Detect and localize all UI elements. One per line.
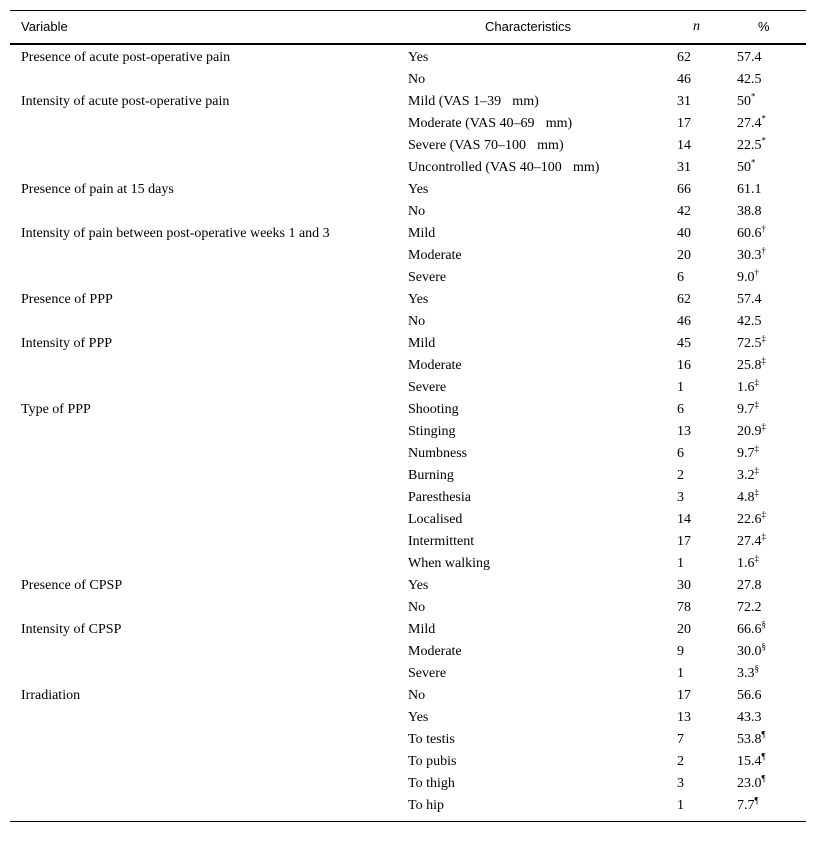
- footnote-marker: §: [754, 663, 759, 674]
- footnote-marker: *: [751, 157, 756, 168]
- cell-percent: [737, 91, 756, 110]
- percent-value: 22.6: [737, 512, 762, 527]
- table-group: [10, 179, 806, 223]
- table-row: [10, 575, 806, 597]
- percent-value: 1.6: [737, 556, 755, 571]
- cell-characteristic: Stinging: [408, 424, 456, 439]
- footnote-marker: ‡: [754, 377, 759, 388]
- cell-n: 78: [677, 600, 691, 615]
- cell-percent: [737, 204, 762, 220]
- cell-n: 40: [677, 226, 691, 241]
- footnote-marker: †: [754, 267, 759, 278]
- cell-characteristic: Moderate (VAS 40–69 mm): [408, 116, 573, 131]
- cell-n: 30: [677, 578, 691, 593]
- percent-value: 72.5: [737, 336, 762, 351]
- cell-percent: [737, 641, 766, 660]
- table-group: [10, 289, 806, 333]
- cell-n: 20: [677, 622, 691, 637]
- table-row: [10, 157, 806, 179]
- table-row: [10, 399, 806, 421]
- cell-n: 3: [677, 776, 684, 791]
- cell-n: 42: [677, 204, 691, 219]
- cell-n: 7: [677, 732, 684, 747]
- percent-value: 27.8: [737, 578, 762, 593]
- cell-characteristic: Shooting: [408, 402, 459, 417]
- cell-percent: [737, 157, 756, 176]
- cell-n: 17: [677, 116, 691, 131]
- cell-n: 14: [677, 138, 691, 153]
- cell-characteristic: Localised: [408, 512, 463, 527]
- table-row: [10, 443, 806, 465]
- cell-percent: [737, 773, 766, 792]
- table-row: [10, 113, 806, 135]
- cell-n: 62: [677, 292, 691, 307]
- table-header: [10, 10, 806, 45]
- table-group: [10, 685, 806, 817]
- table-row: [10, 751, 806, 773]
- footnote-marker: ¶: [761, 751, 766, 762]
- cell-n: 13: [677, 424, 691, 439]
- table-row: [10, 311, 806, 333]
- cell-percent: [737, 531, 766, 550]
- cell-percent: [737, 333, 766, 352]
- footnote-marker: *: [761, 135, 766, 146]
- cell-characteristic: Severe: [408, 666, 447, 681]
- cell-percent: [737, 795, 759, 814]
- table-group: [10, 333, 806, 399]
- percent-value: 23.0: [737, 776, 762, 791]
- cell-n: 2: [677, 754, 684, 769]
- cell-variable: Intensity of pain between post-operative weeks 1 and 3: [21, 226, 330, 241]
- table-row: [10, 509, 806, 531]
- cell-n: 3: [677, 490, 684, 505]
- cell-characteristic: Burning: [408, 468, 454, 483]
- cell-variable: Presence of CPSP: [21, 578, 123, 593]
- cell-percent: [737, 223, 766, 242]
- table-row: [10, 377, 806, 399]
- cell-percent: [737, 751, 766, 770]
- cell-n: 1: [677, 666, 684, 681]
- percent-value: 30.0: [737, 644, 762, 659]
- cell-characteristic: Mild (VAS 1–39 mm): [408, 94, 539, 109]
- cell-n: 6: [677, 402, 684, 417]
- percent-value: 20.9: [737, 424, 762, 439]
- table-row: [10, 685, 806, 707]
- table-body: [10, 45, 806, 817]
- percent-value: 15.4: [737, 754, 762, 769]
- percent-value: 22.5: [737, 138, 762, 153]
- cell-variable: Intensity of PPP: [21, 336, 113, 351]
- percent-value: 9.7: [737, 402, 755, 417]
- cell-characteristic: Yes: [408, 50, 429, 65]
- footnote-marker: ‡: [754, 443, 759, 454]
- cell-n: 13: [677, 710, 691, 725]
- percent-value: 3.3: [737, 666, 755, 681]
- cell-variable: Presence of pain at 15 days: [21, 182, 174, 197]
- percent-value: 27.4: [737, 116, 762, 131]
- header-percent: %: [758, 19, 770, 34]
- cell-percent: [737, 421, 766, 440]
- footnote-marker: ¶: [761, 773, 766, 784]
- cell-percent: [737, 443, 759, 462]
- percent-value: 50: [737, 94, 751, 109]
- table-row: [10, 597, 806, 619]
- cell-n: 1: [677, 380, 684, 395]
- footnote-marker: ‡: [754, 487, 759, 498]
- percent-value: 27.4: [737, 534, 762, 549]
- cell-n: 46: [677, 72, 691, 87]
- table-row: [10, 333, 806, 355]
- table-row: [10, 47, 806, 69]
- table-row: [10, 91, 806, 113]
- header-characteristics: Characteristics: [485, 19, 571, 34]
- cell-characteristic: No: [408, 314, 426, 329]
- percent-value: 3.2: [737, 468, 755, 483]
- table-row: [10, 267, 806, 289]
- table-group: [10, 223, 806, 289]
- cell-characteristic: Moderate: [408, 358, 462, 373]
- cell-percent: [737, 509, 766, 528]
- cell-characteristic: To testis: [408, 732, 455, 747]
- cell-characteristic: Severe (VAS 70–100 mm): [408, 138, 564, 153]
- cell-n: 9: [677, 644, 684, 659]
- cell-characteristic: No: [408, 688, 426, 703]
- table-row: [10, 69, 806, 91]
- footnote-marker: ‡: [754, 399, 759, 410]
- cell-characteristic: Mild: [408, 226, 436, 241]
- table-group: [10, 91, 806, 179]
- cell-percent: [737, 245, 766, 264]
- cell-characteristic: Mild: [408, 336, 436, 351]
- cell-n: 20: [677, 248, 691, 263]
- data-table: [10, 10, 806, 822]
- cell-variable: Presence of acute post-operative pain: [21, 50, 231, 65]
- footnote-marker: ‡: [761, 509, 766, 520]
- percent-value: 7.7: [737, 798, 755, 813]
- cell-n: 17: [677, 534, 691, 549]
- cell-percent: [737, 399, 759, 418]
- cell-percent: [737, 619, 766, 638]
- cell-characteristic: Uncontrolled (VAS 40–100 mm): [408, 160, 600, 175]
- footnote-marker: *: [751, 91, 756, 102]
- percent-value: 4.8: [737, 490, 755, 505]
- cell-variable: Presence of PPP: [21, 292, 113, 307]
- cell-percent: [737, 355, 766, 374]
- cell-characteristic: To hip: [408, 798, 444, 813]
- cell-variable: Intensity of acute post-operative pain: [21, 94, 230, 109]
- footnote-marker: ¶: [754, 795, 759, 806]
- cell-n: 1: [677, 556, 684, 571]
- percent-value: 38.8: [737, 204, 762, 219]
- cell-characteristic: Moderate: [408, 644, 462, 659]
- cell-characteristic: Mild: [408, 622, 436, 637]
- cell-percent: [737, 50, 762, 66]
- cell-n: 14: [677, 512, 691, 527]
- percent-value: 50: [737, 160, 751, 175]
- cell-characteristic: Severe: [408, 270, 447, 285]
- cell-characteristic: Paresthesia: [408, 490, 471, 505]
- percent-value: 57.4: [737, 50, 762, 65]
- table-group: [10, 399, 806, 575]
- table-row: [10, 795, 806, 817]
- table-row: [10, 421, 806, 443]
- cell-variable: Type of PPP: [21, 402, 91, 417]
- cell-n: 31: [677, 160, 691, 175]
- percent-value: 9.0: [737, 270, 755, 285]
- cell-n: 16: [677, 358, 691, 373]
- table-row: [10, 201, 806, 223]
- footnote-marker: *: [761, 113, 766, 124]
- cell-n: 6: [677, 270, 684, 285]
- cell-percent: [737, 688, 762, 704]
- header-variable: Variable: [21, 19, 68, 34]
- footnote-marker: §: [761, 641, 766, 652]
- cell-characteristic: To thigh: [408, 776, 455, 791]
- percent-value: 53.8: [737, 732, 762, 747]
- footnote-marker: ‡: [754, 553, 759, 564]
- percent-value: 1.6: [737, 380, 755, 395]
- cell-characteristic: When walking: [408, 556, 491, 571]
- percent-value: 30.3: [737, 248, 762, 263]
- cell-percent: [737, 729, 766, 748]
- table-group: [10, 45, 806, 91]
- cell-characteristic: Yes: [408, 292, 429, 307]
- table-row: [10, 641, 806, 663]
- cell-percent: [737, 72, 762, 88]
- cell-percent: [737, 487, 759, 506]
- percent-value: 60.6: [737, 226, 762, 241]
- cell-n: 17: [677, 688, 691, 703]
- percent-value: 72.2: [737, 600, 762, 615]
- cell-n: 1: [677, 798, 684, 813]
- cell-characteristic: No: [408, 204, 426, 219]
- cell-n: 6: [677, 446, 684, 461]
- cell-n: 66: [677, 182, 691, 197]
- cell-percent: [737, 710, 762, 726]
- footnote-marker: †: [761, 223, 766, 234]
- table-row: [10, 619, 806, 641]
- table-row: [10, 135, 806, 157]
- cell-n: 46: [677, 314, 691, 329]
- cell-characteristic: To pubis: [408, 754, 457, 769]
- cell-percent: [737, 292, 762, 308]
- cell-percent: [737, 600, 762, 616]
- percent-value: 61.1: [737, 182, 762, 197]
- footnote-marker: ‡: [761, 421, 766, 432]
- cell-characteristic: Severe: [408, 380, 447, 395]
- footnote-marker: ‡: [754, 465, 759, 476]
- cell-characteristic: No: [408, 600, 426, 615]
- table-row: [10, 245, 806, 267]
- percent-value: 9.7: [737, 446, 755, 461]
- percent-value: 42.5: [737, 72, 762, 87]
- cell-n: 2: [677, 468, 684, 483]
- table-group: [10, 619, 806, 685]
- cell-characteristic: Moderate: [408, 248, 462, 263]
- cell-percent: [737, 314, 762, 330]
- table-row: [10, 553, 806, 575]
- cell-n: 62: [677, 50, 691, 65]
- footnote-marker: ¶: [761, 729, 766, 740]
- cell-characteristic: Yes: [408, 182, 429, 197]
- table-row: [10, 355, 806, 377]
- table-row: [10, 707, 806, 729]
- cell-percent: [737, 663, 759, 682]
- percent-value: 66.6: [737, 622, 762, 637]
- cell-percent: [737, 465, 759, 484]
- table-row: [10, 289, 806, 311]
- cell-n: 31: [677, 94, 691, 109]
- table-row: [10, 531, 806, 553]
- percent-value: 43.3: [737, 710, 762, 725]
- cell-percent: [737, 553, 759, 572]
- cell-percent: [737, 135, 766, 154]
- cell-percent: [737, 113, 766, 132]
- table-bottom-rule: [10, 821, 806, 822]
- cell-percent: [737, 267, 759, 286]
- cell-characteristic: Yes: [408, 578, 429, 593]
- table-row: [10, 487, 806, 509]
- cell-characteristic: Yes: [408, 710, 429, 725]
- table-group: [10, 575, 806, 619]
- footnote-marker: §: [761, 619, 766, 630]
- table-row: [10, 773, 806, 795]
- percent-value: 57.4: [737, 292, 762, 307]
- cell-percent: [737, 377, 759, 396]
- cell-characteristic: No: [408, 72, 426, 87]
- cell-percent: [737, 578, 762, 594]
- percent-value: 25.8: [737, 358, 762, 373]
- header-n: n: [693, 19, 700, 34]
- footnote-marker: ‡: [761, 333, 766, 344]
- footnote-marker: ‡: [761, 531, 766, 542]
- table-row: [10, 729, 806, 751]
- cell-characteristic: Numbness: [408, 446, 468, 461]
- footnote-marker: ‡: [761, 355, 766, 366]
- cell-percent: [737, 182, 762, 198]
- percent-value: 42.5: [737, 314, 762, 329]
- table-row: [10, 223, 806, 245]
- footnote-marker: †: [761, 245, 766, 256]
- cell-variable: Irradiation: [21, 688, 81, 703]
- cell-characteristic: Intermittent: [408, 534, 475, 549]
- cell-n: 45: [677, 336, 691, 351]
- cell-variable: Intensity of CPSP: [21, 622, 122, 637]
- percent-value: 56.6: [737, 688, 762, 703]
- table-row: [10, 179, 806, 201]
- table-row: [10, 465, 806, 487]
- table-row: [10, 663, 806, 685]
